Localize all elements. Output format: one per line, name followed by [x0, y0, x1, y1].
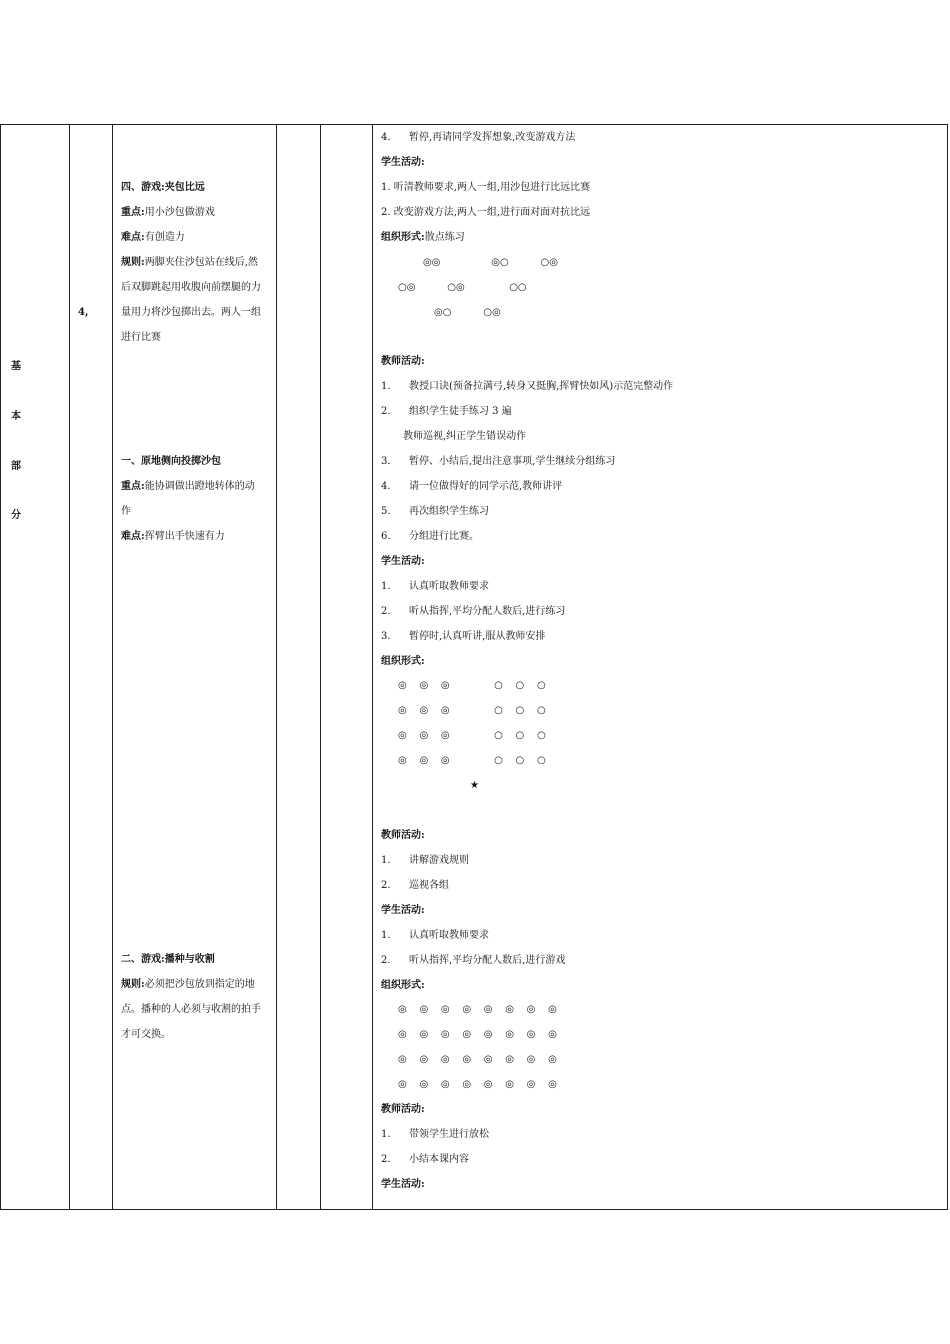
item-text: 小结本课内容 [409, 1154, 469, 1165]
item-number: 2. [381, 955, 391, 966]
organization-form-label: 组织形式: [381, 656, 425, 667]
item-text: 暂停、小结后,提出注意事项,学生继续分组练习 [409, 456, 616, 467]
formation-row: ○◎ ○◎ ○○ [398, 282, 527, 293]
section2-title: 二、游戏:播种与收割 [121, 954, 215, 965]
lesson-plan-table [0, 124, 948, 1210]
key-text: 用小沙包做游戏 [144, 207, 215, 218]
formation-row: ◎ ◎ ◎ ◎ ◎ ◎ ◎ ◎ [398, 1029, 557, 1040]
list-item [381, 605, 565, 619]
formation-row: ◎ ◎ ◎ ◎ ◎ ◎ ◎ ◎ [398, 1079, 557, 1090]
list-item [381, 131, 575, 145]
list-item [381, 480, 562, 494]
list-item [403, 430, 526, 444]
item-text: 教授口诀(预备拉满弓,转身又挺胸,挥臂快如风)示范完整动作 [409, 381, 674, 392]
rule-text: 才可交换。 [121, 1029, 171, 1040]
item-text: 再次组织学生练习 [409, 506, 489, 517]
difficulty-text: 挥臂出手快速有力 [144, 531, 225, 542]
section-char: 分 [11, 510, 21, 521]
item-number: 1. [381, 581, 391, 592]
column-divider [276, 125, 277, 1209]
difficulty-label: 难点: [121, 531, 145, 542]
item-text: 带领学生进行放松 [409, 1129, 489, 1140]
list-item [381, 1153, 469, 1167]
column-divider [320, 125, 321, 1209]
game4-difficulty [121, 231, 185, 245]
rule-label: 规则: [121, 257, 145, 268]
section-char: 本 [11, 411, 21, 422]
list-item [381, 505, 489, 519]
formation-row: ◎ ◎ ◎ ◎ ◎ ◎ ◎ ◎ [398, 1054, 557, 1065]
key-text: 能协调做出蹬地转体的动 [144, 481, 255, 492]
list-item [381, 1128, 489, 1142]
rule-text: 进行比赛 [121, 332, 161, 343]
item-text: 组织学生徒手练习 3 遍 [409, 406, 512, 417]
formation-row: ◎ ◎ ◎ ○ ○ ○ [398, 705, 546, 716]
section1-difficulty [121, 530, 225, 544]
item-text: 暂停,再请同学发挥想象,改变游戏方法 [409, 132, 576, 143]
column-divider [69, 125, 70, 1209]
org-label: 组织形式: [381, 232, 425, 243]
item-number: 6. [381, 531, 391, 542]
item-text: 讲解游戏规则 [409, 855, 469, 866]
student-activity-label: 学生活动: [381, 905, 425, 916]
item-text: 听从指挥,平均分配人数后,进行练习 [409, 606, 566, 617]
teacher-activity-label: 教师活动: [381, 1104, 425, 1115]
item-number: 2. [381, 406, 391, 417]
organization-form-label: 组织形式: [381, 980, 425, 991]
list-item [381, 580, 489, 594]
section-char: 部 [11, 461, 21, 472]
item-number: 1. [381, 930, 391, 941]
student-activity-label: 学生活动: [381, 1179, 425, 1190]
formation-row: ◎ ◎ ◎ ◎ ◎ ◎ ◎ ◎ [398, 1004, 557, 1015]
list-item [381, 630, 545, 644]
organization-form [381, 231, 465, 245]
teacher-activity-label: 教师活动: [381, 830, 425, 841]
item-text: 请一位做得好的同学示范,教师讲评 [409, 481, 563, 492]
item-number: 2. [381, 1154, 391, 1165]
teacher-star-icon: ★ [470, 780, 479, 791]
list-item: 2. 改变游戏方法,两人一组,进行面对面对抗比远 [381, 207, 591, 218]
list-item [381, 405, 512, 419]
item-text: 认真听取教师要求 [409, 581, 489, 592]
difficulty-label: 难点: [121, 232, 145, 243]
item-text: 教师巡视,纠正学生错误动作 [403, 431, 527, 442]
rule-text: 必须把沙包放到指定的地 [144, 979, 255, 990]
section-char: 基 [11, 361, 21, 372]
formation-row: ◎◎ ◎○ ○◎ [423, 257, 558, 268]
game4-key [121, 206, 215, 220]
list-item [381, 854, 469, 868]
game4-rule [121, 256, 258, 270]
org-value: 散点练习 [424, 232, 465, 243]
key-text: 作 [121, 506, 131, 517]
game4-title: 四、游戏:夹包比远 [121, 182, 205, 193]
item-number: 4. [381, 132, 391, 143]
item-text: 巡视各组 [409, 880, 449, 891]
item-number: 4. [381, 481, 391, 492]
formation-row: ◎ ◎ ◎ ○ ○ ○ [398, 680, 546, 691]
item-number: 1. [381, 855, 391, 866]
item-text: 认真听取教师要求 [409, 930, 489, 941]
key-label: 重点: [121, 207, 145, 218]
student-activity-label: 学生活动: [381, 157, 425, 168]
rule-text: 量用力将沙包掷出去。两人一组 [121, 307, 261, 318]
list-item [381, 929, 489, 943]
list-item [381, 380, 673, 394]
key-label: 重点: [121, 481, 145, 492]
list-item: 1. 听清教师要求,两人一组,用沙包进行比远比赛 [381, 182, 591, 193]
section1-title: 一、原地侧向投掷沙包 [121, 456, 221, 467]
item-number: 3. [381, 456, 391, 467]
student-activity-label: 学生活动: [381, 556, 425, 567]
rule-text: 两脚夹住沙包站在线后,然 [144, 257, 258, 268]
item-text: 听从指挥,平均分配人数后,进行游戏 [409, 955, 566, 966]
list-item [381, 455, 615, 469]
section2-rule [121, 978, 255, 992]
time-value: 4, [78, 307, 89, 318]
list-item [381, 954, 565, 968]
teacher-activity-label: 教师活动: [381, 356, 425, 367]
formation-row: ◎○ ○◎ [434, 307, 501, 318]
item-text: 分组进行比赛。 [409, 531, 479, 542]
item-number: 2. [381, 880, 391, 891]
rule-text: 点。播种的人必须与收割的拍手 [121, 1004, 261, 1015]
method-column [373, 125, 947, 1209]
rule-text: 后双脚跳起用收腹向前摆腿的力 [121, 282, 261, 293]
difficulty-text: 有创造力 [144, 232, 185, 243]
item-number: 2. [381, 606, 391, 617]
item-number: 1. [381, 381, 391, 392]
item-number: 1. [381, 1129, 391, 1140]
formation-row: ◎ ◎ ◎ ○ ○ ○ [398, 730, 546, 741]
item-number: 5. [381, 506, 391, 517]
list-item [381, 530, 479, 544]
list-item [381, 879, 449, 893]
rule-label: 规则: [121, 979, 145, 990]
item-text: 暂停时,认真听讲,服从教师安排 [409, 631, 546, 642]
section1-key [121, 480, 255, 494]
formation-row: ◎ ◎ ◎ ○ ○ ○ [398, 755, 546, 766]
item-number: 3. [381, 631, 391, 642]
content-column [113, 125, 276, 1209]
